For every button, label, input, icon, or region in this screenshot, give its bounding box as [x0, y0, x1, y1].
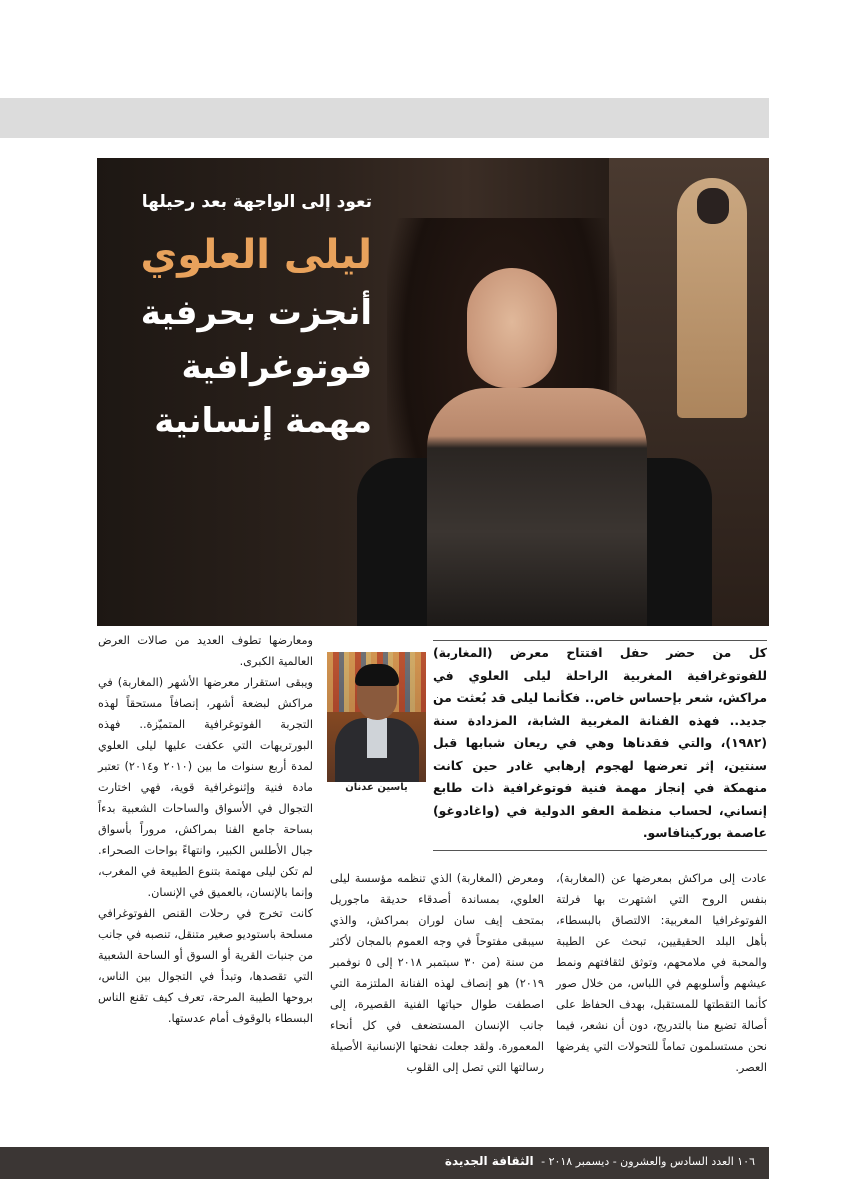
- article-kicker: تعود إلى الواجهة بعد رحيلها: [141, 192, 372, 212]
- footer-magazine-logo: الثقافة الجديدة: [444, 1154, 534, 1168]
- hero-photo: [97, 158, 769, 626]
- paragraph: ويبقى استقرار معرضها الأشهر (المغاربة) في مراكش لبضعة أشهر، إنصافاً مستحقاً لهذه التجربة الفوتوغرافية المتميّزة.. فهذه البورتريهات التي عكفت عليها ليلى العلوي لمدة أربع سنوات ما بين (٢٠١٠ و٢٠١٤) تعتبر مادة فنية وإثنوغرافية قوية، فهي اختارت التجوال في الأسواق والساحات الشعبية بدءاً بساحة جامع الفنا بمراكش، مروراً بأسواق جبال الأطلس الكبير، وانتهاءً بواحات الصحراء. لم تكن ليلى مهتمة بتنوع الطبيعة في المغرب، وإنما بالإنسان، بالعميق في الإنسان.: [98, 676, 313, 899]
- lead-top-rule: [433, 640, 767, 641]
- footer-issue-text: ١٠٦ العدد السادس والعشرون - ديسمبر ٢٠١٨ -: [541, 1155, 755, 1168]
- page-footer: [0, 1147, 769, 1179]
- paragraph: كانت تخرج في رحلات القنص الفوتوغرافي مسلحة باستوديو صغير متنقل، تنصبه في جانب من جنبات القرية أو السوق أو الساحة الشعبية التي تقصدها، وتبدأ في التجوال بين الناس، بروحها الطيبة المرحة، تعرف كيف تقنع الناس البسطاء بالوقوف أمام عدستها.: [98, 907, 313, 1025]
- headline-line-1: أنجزت بحرفية: [140, 293, 372, 333]
- paragraph: ومعرض (المغاربة) الذي تنظمه مؤسسة ليلى العلوي، بمساندة أصدقاء حديقة ماجوريل بمتحف إيف سان لوران بمراكش، والذي سيبقى مفتوحاً في وجه العموم بالمجان لأكثر من سنة (من ٣٠ سبتمبر ٢٠١٨ إلى ٥ نوفمبر ٢٠١٩) هو إنصاف لهذه الفنانة الملتزمة التي اصطفت طوال حياتها الفنية القصيرة، إلى جانب الإنسان المستضعف في كل أنحاء المعمورة. ولقد جعلت نفحتها الإنسانية الأصيلة رسالتها التي تصل إلى القلوب: [330, 872, 544, 1074]
- woman-body: [427, 388, 647, 626]
- paragraph: عادت إلى مراكش بمعرضها عن (المغاربة)، بنفس الروح التي اشتهرت بها فرلتة الفوتوغرافيا المغربية: الالتصاق بالبسطاء، بأهل البلد الحقيقيين، تبحث عن الطيبة والمحبة في ملامحهم، وتوثق لثقافتهم ونمط عيشهم وأسلوبهم في اللباس، من خلال صور كأنما التقطتها للمستقبل، بهدف الحفاظ على أصالة تضيع منا بالتدريج، دون أن نشعر، فيما نحن مستسلمون تماماً للتحولات التي يفرضها العصر.: [556, 872, 767, 1074]
- article-subject-name: ليلى العلوي: [140, 232, 372, 278]
- woman-face: [467, 268, 557, 388]
- hero-title-block: [97, 192, 372, 448]
- author-hair: [355, 664, 399, 686]
- author-photo: [327, 652, 426, 782]
- footer-issue-info: [445, 1154, 755, 1168]
- lead-bottom-rule: [433, 850, 767, 851]
- paragraph: ومعارضها تطوف العديد من صالات العرض العالمية الكبرى.: [98, 634, 313, 668]
- lead-paragraph: كل من حضر حفل افتتاح معرض (المغاربة) للفوتوغرافية المغربية الراحلة ليلى العلوي في مراكش، شعر بإحساس خاص.. فكأنما ليلى قد بُعثت من جديد.. فهذه الفنانة المغربية الشابة، المزدادة سنة (١٩٨٢)، والتي فقدناها وهي في ريعان شبابها قبل سنتين، إثر تعرضها لهجوم إرهابي غادر حين كانت منهمكة في إنجاز مهمة فنية فوتوغرافية ذات طابع إنساني، لحساب منظمة العفو الدولية في (واغادوغو) عاصمة بوركينافاسو.: [433, 645, 767, 840]
- author-shirt: [367, 718, 387, 758]
- headline-line-2: فوتوغرافية: [181, 347, 372, 387]
- author-caption: ياسين عدنان: [345, 782, 408, 793]
- text-column-middle: [330, 868, 544, 1078]
- text-column-left: [98, 630, 313, 1029]
- top-grey-band: [0, 98, 769, 138]
- headline-line-3: مهمة إنسانية: [154, 401, 372, 441]
- text-column-right: [556, 868, 767, 1078]
- framed-photograph-veil: [697, 188, 729, 224]
